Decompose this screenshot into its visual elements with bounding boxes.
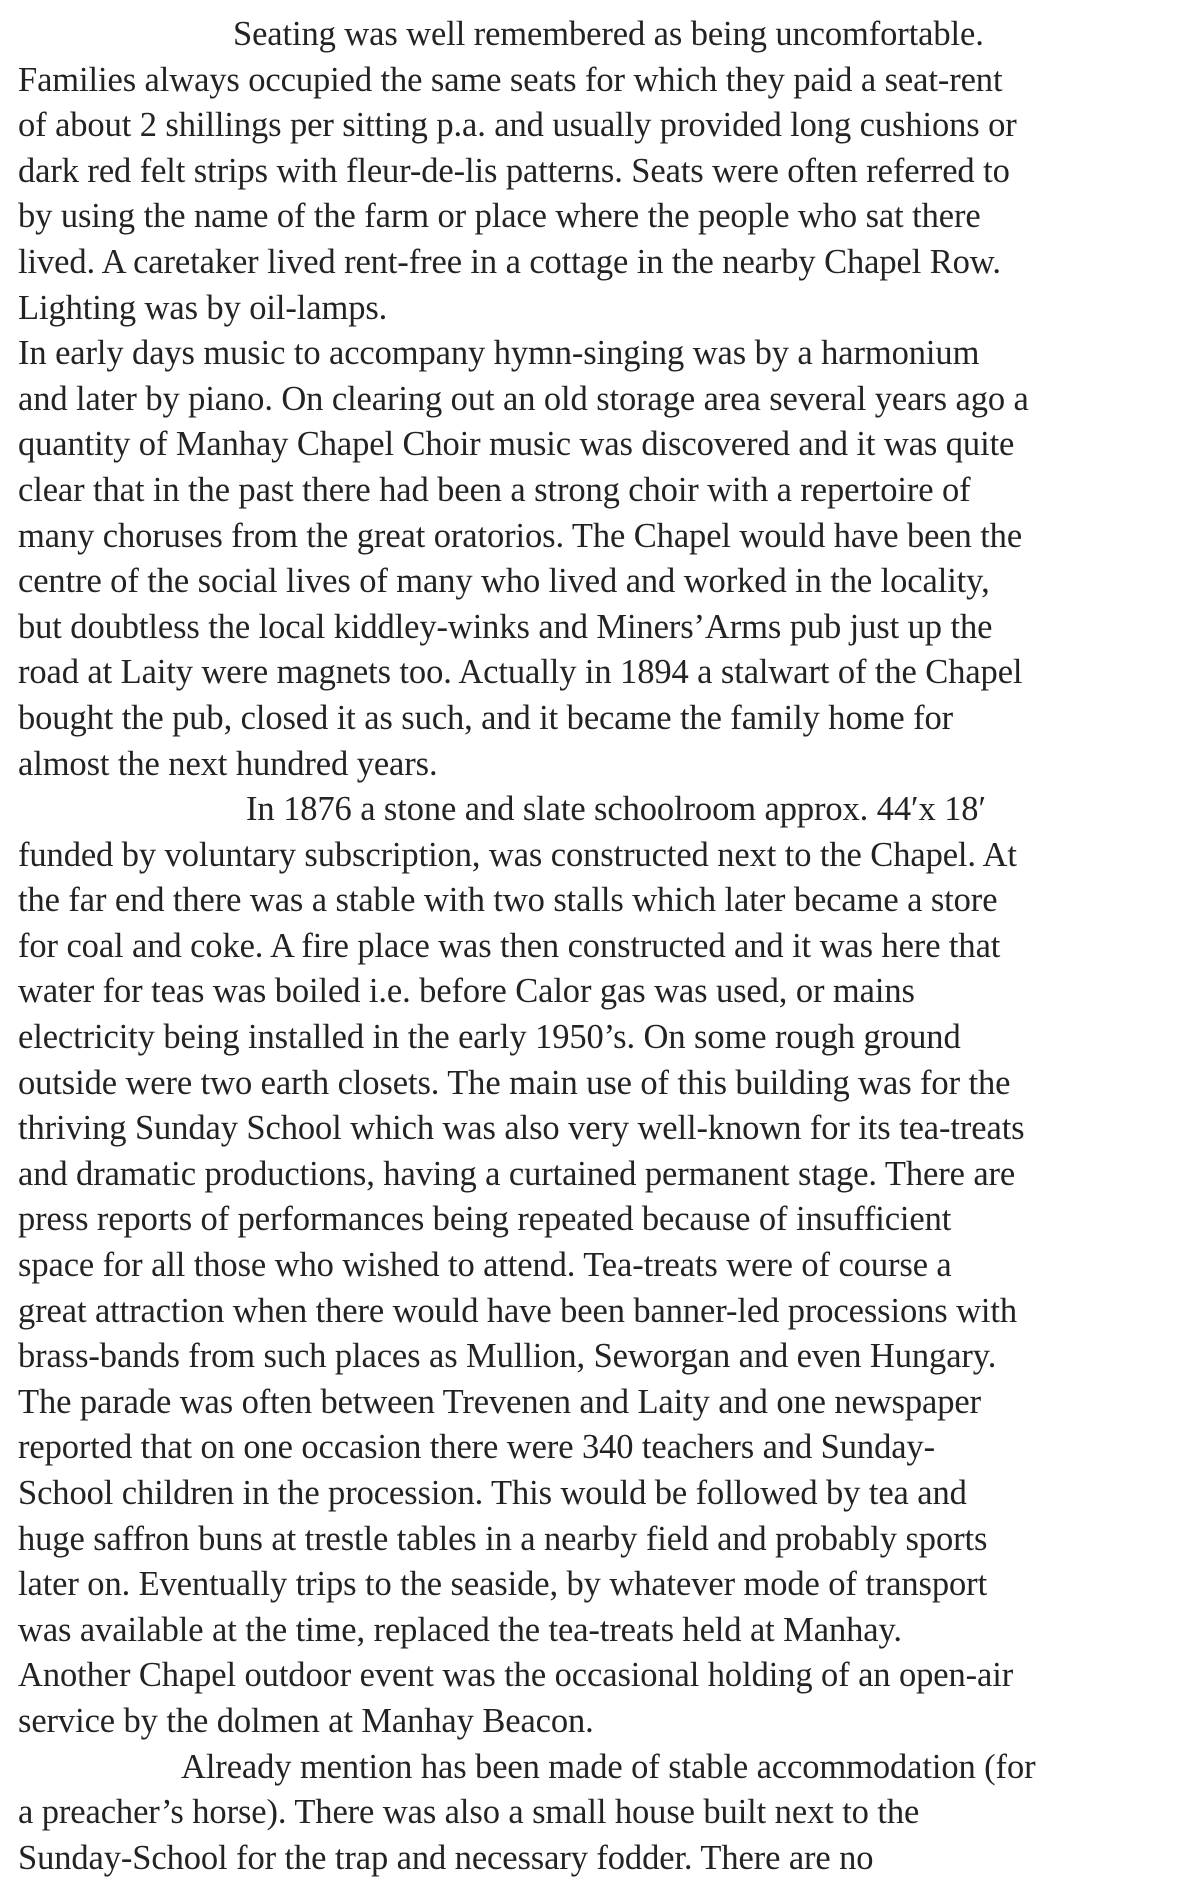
text-line: but doubtless the local kiddley-winks and Miners’Arms pub just up the	[18, 607, 993, 646]
text-line: many choruses from the great oratorios. The Chapel would have been the	[18, 516, 1023, 555]
text-line: Already mention has been made of stable accommodation (for	[181, 1747, 1036, 1786]
text-line: Another Chapel outdoor event was the occasional holding of an open-air	[18, 1656, 1014, 1695]
text-line: quantity of Manhay Chapel Choir music was discovered and it was quite	[18, 425, 1015, 464]
text-line: water for teas was boiled i.e. before Calor gas was used, or mains	[18, 972, 915, 1011]
text-line: In 1876 a stone and slate schoolroom approx. 44′x 18′	[246, 790, 986, 829]
text-line: clear that in the past there had been a strong choir with a repertoire of	[18, 470, 971, 509]
text-line: bought the pub, closed it as such, and it became the family home for	[18, 698, 953, 737]
text-line: Seating was well remembered as being uncomfortable.	[233, 15, 984, 53]
text-line: great attraction when there would have been banner-led processions with	[18, 1291, 1018, 1330]
text-line: huge saffron buns at trestle tables in a nearby field and probably sports	[18, 1519, 988, 1558]
text-line: dark red felt strips with fleur-de-lis patterns. Seats were often referred to	[18, 151, 1010, 190]
text-line: thriving Sunday School which was also very well-known for its tea-treats	[18, 1109, 1025, 1148]
text-line: of about 2 shillings per sitting p.a. and usually provided long cushions or	[18, 106, 1017, 145]
text-line: lived. A caretaker lived rent-free in a cottage in the nearby Chapel Row.	[18, 242, 1001, 281]
text-line: a preacher’s horse). There was also a small house built next to the	[18, 1793, 920, 1832]
text-line: funded by voluntary subscription, was constructed next to the Chapel. At	[18, 835, 1017, 874]
text-line: The parade was often between Trevenen and Laity and one newspaper	[18, 1382, 981, 1421]
text-line: outside were two earth closets. The main use of this building was for the	[18, 1063, 1011, 1102]
text-line: Sunday-School for the trap and necessary fodder. There are no	[18, 1838, 874, 1877]
text-line: and later by piano. On clearing out an old storage area several years ago a	[18, 379, 1029, 418]
text-line: Families always occupied the same seats for which they paid a seat-rent	[18, 60, 1003, 99]
text-line: service by the dolmen at Manhay Beacon.	[18, 1701, 594, 1740]
text-line: Lighting was by oil-lamps.	[18, 288, 388, 327]
text-line: School children in the procession. This would be followed by tea and	[18, 1474, 967, 1512]
text-line: reported that on one occasion there were 340 teachers and Sunday-	[18, 1428, 935, 1467]
text-line: later on. Eventually trips to the seaside, by whatever mode of transport	[18, 1565, 988, 1604]
text-line: electricity being installed in the early 1950’s. On some rough ground	[18, 1018, 961, 1057]
text-line: by using the name of the farm or place where the people who sat there	[18, 197, 981, 236]
text-line: for coal and coke. A fire place was then constructed and it was here that	[18, 926, 1001, 965]
text-line: the far end there was a stable with two stalls which later became a store	[18, 881, 998, 920]
text-line: In early days music to accompany hymn-singing was by a harmonium	[18, 334, 980, 373]
text-line: and dramatic productions, having a curtained permanent stage. There are	[18, 1154, 1016, 1193]
text-line: was available at the time, replaced the tea-treats held at Manhay.	[18, 1610, 902, 1649]
text-line: almost the next hundred years.	[18, 744, 438, 783]
text-line: press reports of performances being repeated because of insufficient	[18, 1200, 952, 1239]
text-line: centre of the social lives of many who lived and worked in the locality,	[18, 562, 990, 601]
text-line: space for all those who wished to attend. Tea-treats were of course a	[18, 1246, 952, 1285]
text-line: road at Laity were magnets too. Actually in 1894 a stalwart of the Chapel	[18, 653, 1023, 692]
text-line: brass-bands from such places as Mullion, Seworgan and even Hungary.	[18, 1337, 997, 1376]
